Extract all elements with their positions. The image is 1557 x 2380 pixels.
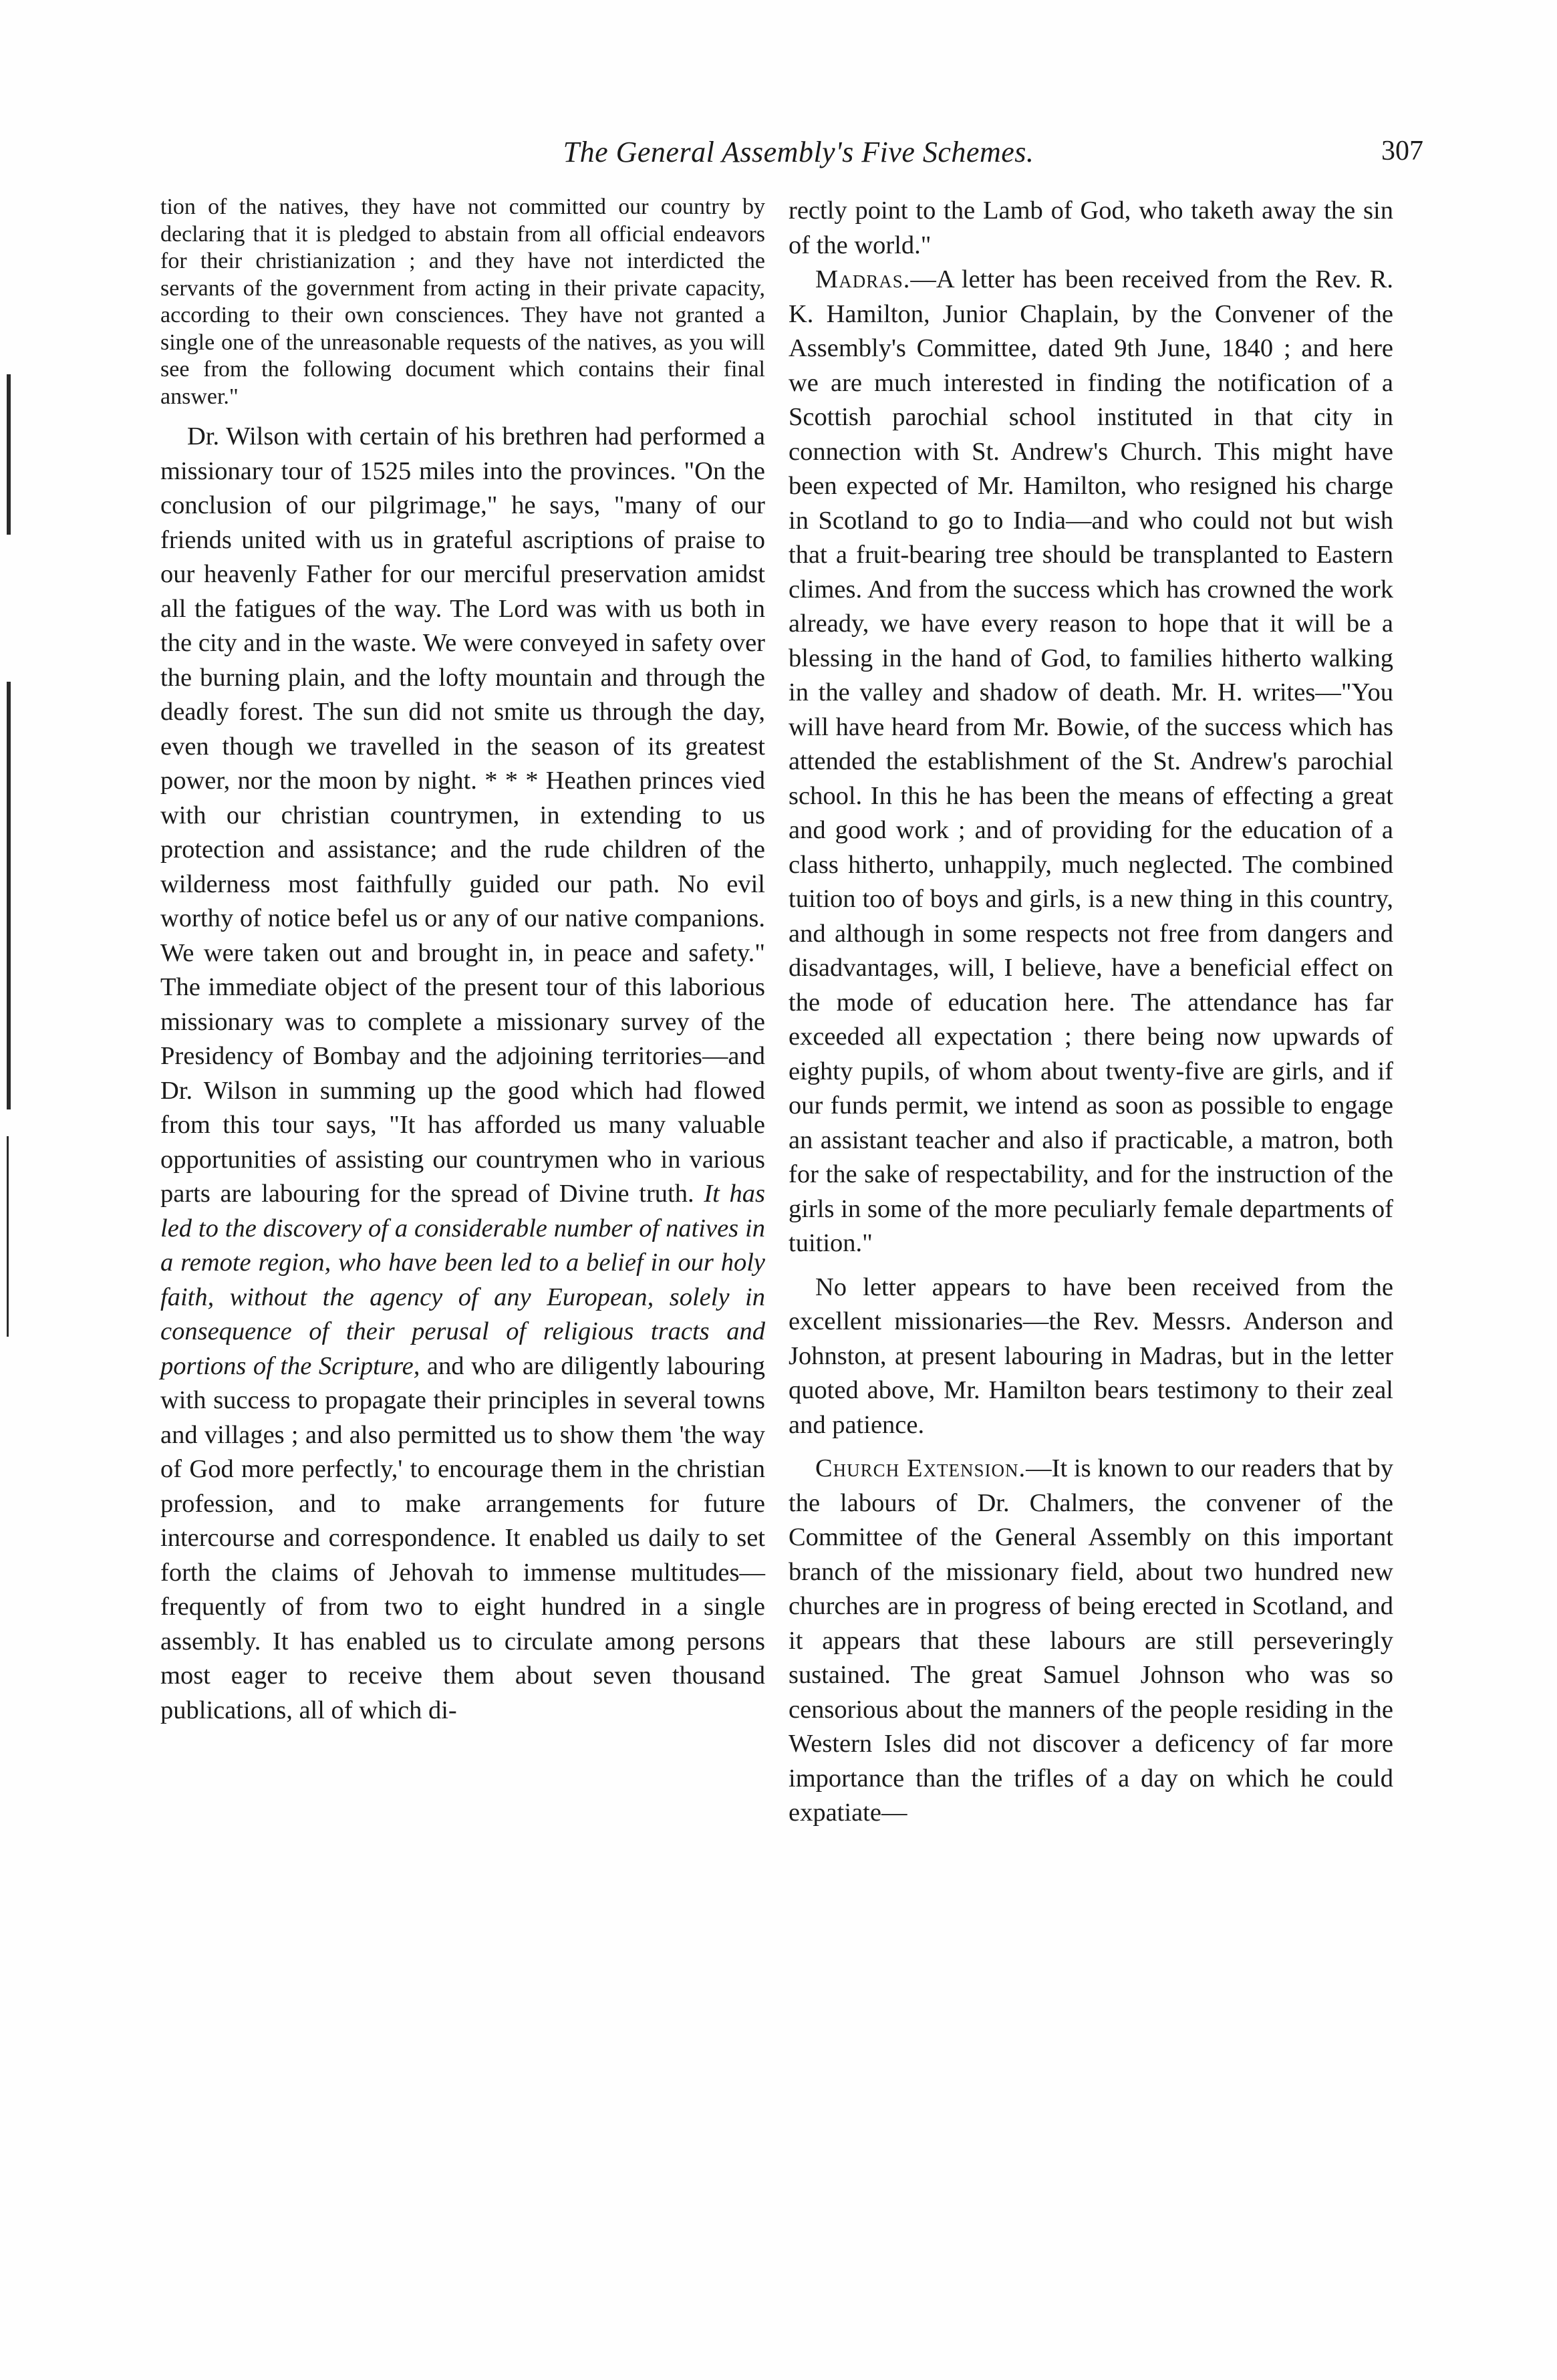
page-header xyxy=(174,135,1423,175)
paragraph: rectly point to the Lamb of God, who taketh away the sin of the world." xyxy=(789,196,1393,259)
paragraph-text: —A letter has been received from the Rev. R. K. Hamilton, Junior Chaplain, by the Convener of the Assembly's Committee, dated 9th June, 1840 ; and here we are much interested in finding the notification of a Scottish parochial school instituted in that city in connection with St. Andrew's Church. This might have been expected of Mr. Hamilton, who resigned his charge in Scotland to go to India—and who could not but wish that a fruit-bearing tree should be transplanted to Eastern climes. And from the success which has crowned the work already, we have every reason to hope that it will be a blessing in the hand of God, to families hitherto walking in the valley and shadow of death. Mr. H. writes—"You will have heard from Mr. Bowie, of the success which has attended the establishment of the St. Andrew's parochial school. In this he has been the means of effecting a great and good work ; and of providing for the education of a class hitherto, unhappily, much neglected. The combined tuition too of boys and girls, is a new thing in this country, and although in some respects not free from dangers and disadvantages, will, I believe, have a beneficial effect on the mode of education here. The attendance has far exceeded all expectation ; there being now upwards of eighty pupils, of whom about twenty-five are girls, and if our funds permit, we intend as soon as possible to engage an assistant teacher and also if practicable, a matron, both for the sake of respectability, and for the instruction of the girls in some of the more peculiarly female departments of tuition." xyxy=(789,265,1393,1257)
running-title: The General Assembly's Five Schemes. xyxy=(563,136,1034,168)
scan-edge-mark xyxy=(7,682,11,1109)
left-column xyxy=(160,194,765,1728)
paragraph: No letter appears to have been received from the excellent missionaries—the Rev. Messrs. Anderson and Johnston, at present labouring in Madras, but in the letter quoted above, Mr. Hamilton bears testimony to their zeal and patience. xyxy=(789,1273,1393,1439)
scan-gutter xyxy=(0,0,29,2380)
page-number: 307 xyxy=(1381,136,1423,166)
paragraph xyxy=(160,420,765,1728)
paragraph: tion of the natives, they have not committed our country by declaring that it is pledged to abstain from all official endeavors for their christianization ; and they have not interdicted the servants of the government from acting in their private capacity, according to their own consciences. They have not granted a single one of the unreasonable requests of the natives, as you will see from the following document which contains their final answer." xyxy=(160,194,765,409)
italic-passage: It has led to the discovery of a considerable number of natives in a remote region, who have been led to a belief in our holy faith, without the agency of any European, solely in consequence of their perusal of religious tracts and portions of the Scripture, xyxy=(160,1180,765,1380)
paragraph-text: Dr. Wilson with certain of his brethren had performed a missionary tour of 1525 miles into the provinces. "On the conclusion of our pilgrimage," he says, "many of our friends united with us in grateful ascriptions of praise to our heavenly Father for our merciful preservation amidst all the fatigues of the way. The Lord was with us both in the city and in the waste. We were conveyed in safety over the burning plain, and the lofty mountain and through the deadly forest. The sun did not smite us through the day, even though we travelled in the season of its greatest power, nor the moon by night. * * * Heathen princes vied with our christian countrymen, in extending to us protection and assistance; and the rude children of the wilderness most faithfully guided our path. No evil worthy of notice befel us or any of our native companions. We were taken out and brought in, in peace and safety." The immediate object of the present tour of this laborious missionary was to complete a missionary survey of the Presidency of Bombay and the adjoining territories—and Dr. Wilson in summing up the good which had flowed from this tour says, "It has afforded us many valuable opportunities of assisting our countrymen who in various parts are labouring for the spread of Divine truth. xyxy=(160,422,765,1208)
section-church-extension xyxy=(789,1452,1393,1831)
paragraph-text: —It is known to our readers that by the labours of Dr. Chalmers, the convener of the Committee of the General Assembly on this important branch of the missionary field, about two hundred new churches are in progress of being erected in Scotland, and it appears that these labours are still perseveringly sustained. The great Samuel Johnson who was so censorious about the manners of the people residing in the Western Isles did not discover a deficency of far more importance than the trifles of a day on which he could expatiate— xyxy=(789,1454,1393,1827)
section-heading: Madras. xyxy=(815,265,911,293)
section-heading: Church Extension. xyxy=(815,1454,1026,1482)
scan-edge-mark xyxy=(7,1136,9,1337)
section-madras xyxy=(789,263,1393,1261)
scan-edge-mark xyxy=(7,374,11,535)
right-column xyxy=(789,194,1393,1831)
paragraph-text: and who are diligently labouring with success to propagate their principles in several towns and villages ; and also permitted us to show them 'the way of God more perfectly,' to encourage them in the christian profession, and to make arrangements for future intercourse and correspondence. It enabled us daily to set forth the claims of Jehovah to immense multitudes—frequently of from two to eight hundred in a single assembly. It has enabled us to circulate among persons most eager to receive them about seven thousand publications, all of which di- xyxy=(160,1351,765,1724)
